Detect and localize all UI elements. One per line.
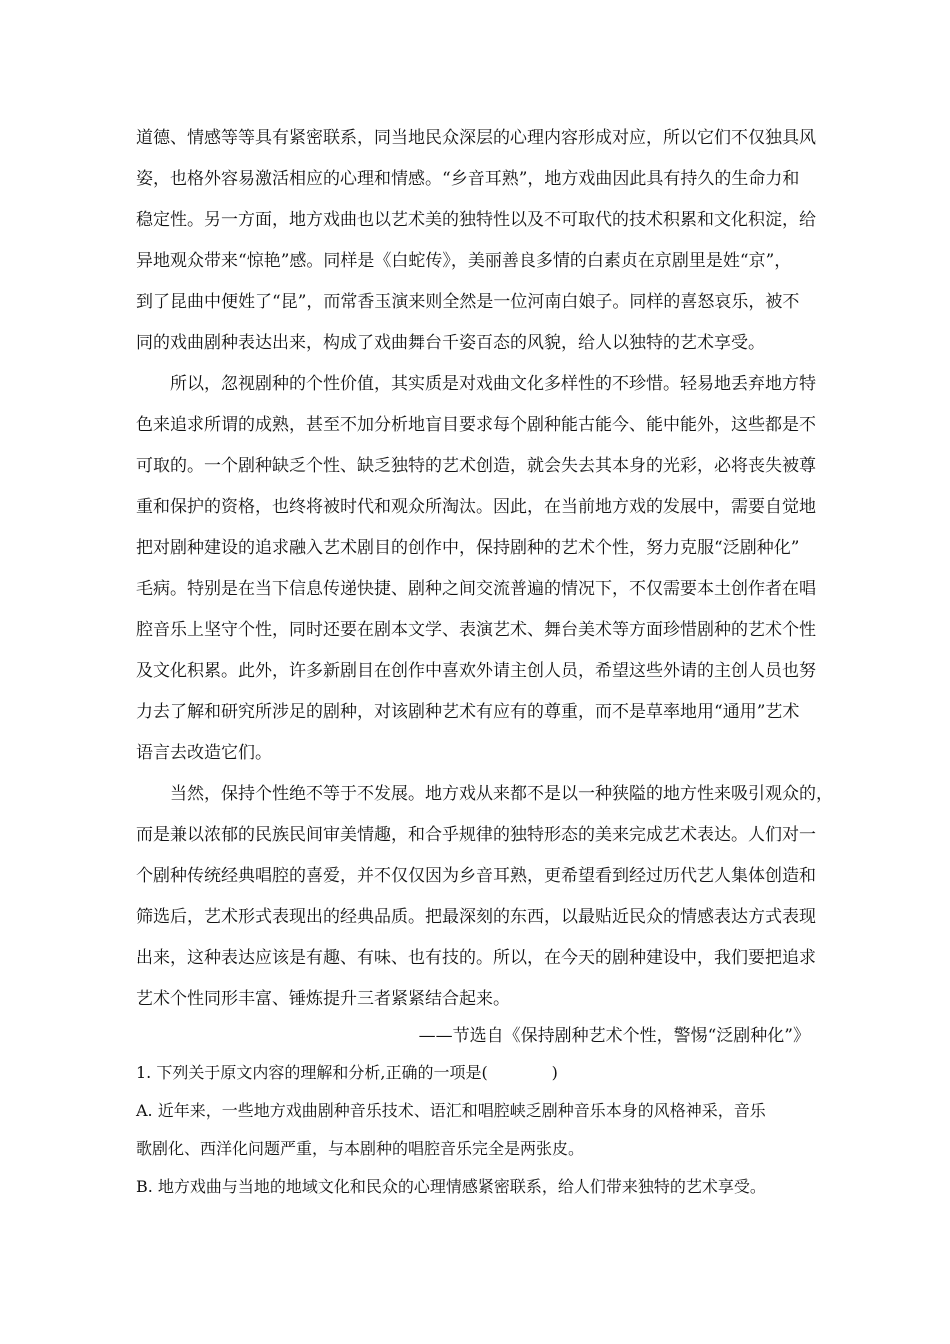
paragraph-line: 异地观众带来“惊艳”感。同样是《白蛇传》，美丽善良多情的白素贞在京剧里是姓“京”， xyxy=(136,251,792,271)
source-citation: ——节选自《保持剧种艺术个性，警惕“泛剧种化”》 xyxy=(418,1026,810,1046)
paragraph-line: 道德、情感等等具有紧密联系，同当地民众深层的心理内容形成对应，所以它们不仅独具风 xyxy=(136,128,816,148)
option-b: B. 地方戏曲与当地的地域文化和民众的心理情感紧密联系，给人们带来独特的艺术享受。 xyxy=(136,1177,766,1196)
paragraph-line: 力去了解和研究所涉足的剧种，对该剧种艺术有应有的尊重，而不是草率地用“通用”艺术 xyxy=(136,702,800,722)
paragraph-line: 语言去改造它们。 xyxy=(136,743,272,763)
paragraph-line: 个剧种传统经典唱腔的喜爱，并不仅仅因为乡音耳熟，更希望看到经过历代艺人集体创造和 xyxy=(136,866,816,886)
paragraph-line: 腔音乐上坚守个性，同时还要在剧本文学、表演艺术、舞台美术等方面珍惜剧种的艺术个性 xyxy=(136,620,816,640)
paragraph-line: 出来，这种表达应该是有趣、有味、也有技的。所以，在今天的剧种建设中，我们要把追求 xyxy=(136,948,816,968)
paragraph-line: 艺术个性同形丰富、锤炼提升三者紧紧结合起来。 xyxy=(136,989,510,1009)
paragraph-line: 而是兼以浓郁的民族民间审美情趣，和合乎规律的独特形态的美来完成艺术表达。人们对一 xyxy=(136,825,816,845)
question-stem: 1. 下列关于原文内容的理解和分析,正确的一项是( ) xyxy=(136,1063,558,1082)
option-a-line-2: 歌剧化、西洋化问题严重，与本剧种的唱腔音乐完全是两张皮。 xyxy=(136,1139,585,1158)
paragraph-line: 同的戏曲剧种表达出来，构成了戏曲舞台千姿百态的风貌，给人以独特的艺术享受。 xyxy=(136,333,765,353)
paragraph-line: 把对剧种建设的追求融入艺术剧目的创作中，保持剧种的艺术个性，努力克服“泛剧种化” xyxy=(136,538,800,558)
paragraph-line: 当然，保持个性绝不等于不发展。地方戏从来都不是以一种狭隘的地方性来吸引观众的， xyxy=(136,784,833,804)
paragraph-line: 毛病。特别是在当下信息传递快捷、剧种之间交流普遍的情况下，不仅需要本土创作者在唱 xyxy=(136,579,816,599)
paragraph-line: 及文化积累。此外，许多新剧目在创作中喜欢外请主创人员，希望这些外请的主创人员也努 xyxy=(136,661,816,681)
paragraph-line: 到了昆曲中便姓了“昆”，而常香玉演来则全然是一位河南白娘子。同样的喜怒哀乐，被不 xyxy=(136,292,800,312)
paragraph-line: 姿，也格外容易激活相应的心理和情感。“乡音耳熟”，地方戏曲因此具有持久的生命力和 xyxy=(136,169,800,189)
option-a-line-1: A. 近年来，一些地方戏曲剧种音乐技术、语汇和唱腔峡乏剧种音乐本身的风格神采，音乐 xyxy=(136,1101,766,1120)
paragraph-line: 可取的。一个剧种缺乏个性、缺乏独特的艺术创造，就会失去其本身的光彩，必将丧失被尊 xyxy=(136,456,816,476)
paragraph-line: 稳定性。另一方面，地方戏曲也以艺术美的独特性以及不可取代的技术积累和文化积淀，给 xyxy=(136,210,816,230)
paragraph-line: 筛选后，艺术形式表现出的经典品质。把最深刻的东西，以最贴近民众的情感表达方式表现 xyxy=(136,907,816,927)
paragraph-line: 所以，忽视剧种的个性价值，其实质是对戏曲文化多样性的不珍惜。轻易地丢弃地方特 xyxy=(136,374,816,394)
paragraph-line: 色来追求所谓的成熟，甚至不加分析地盲目要求每个剧种能古能今、能中能外，这些都是不 xyxy=(136,415,816,435)
paragraph-line: 重和保护的资格，也终将被时代和观众所淘汰。因此，在当前地方戏的发展中，需要自觉地 xyxy=(136,497,816,517)
